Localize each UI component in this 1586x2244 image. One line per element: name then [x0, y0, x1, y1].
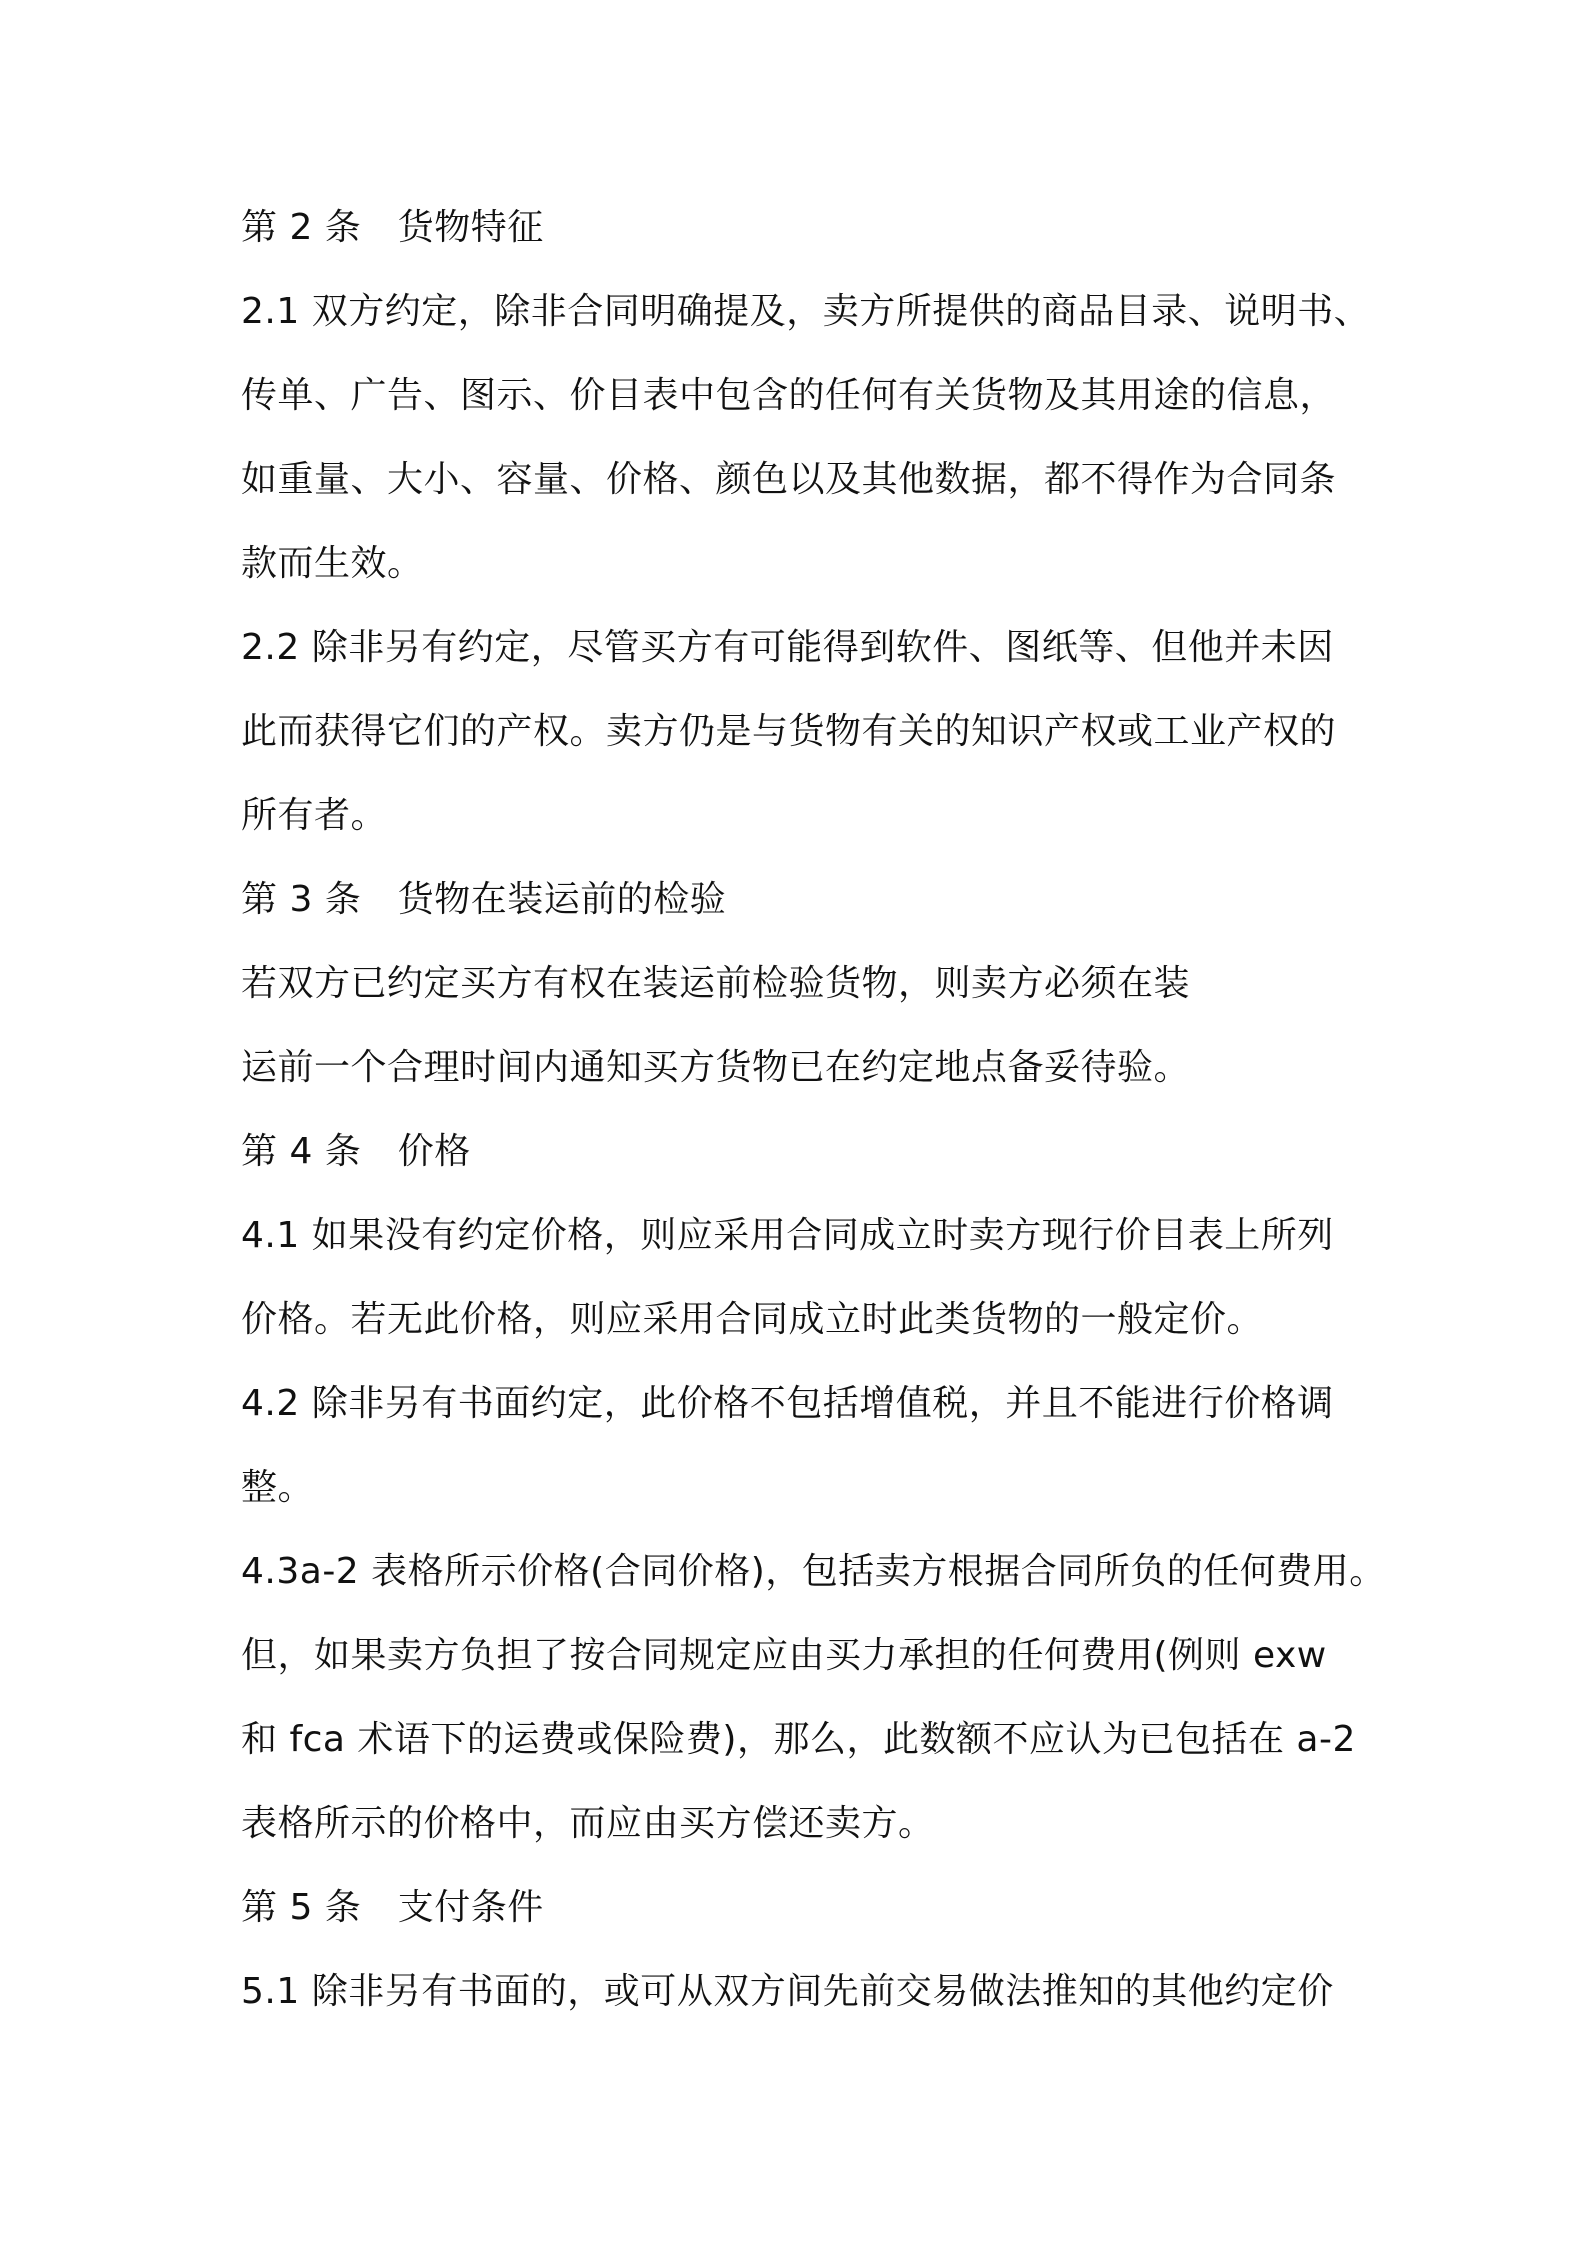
paragraph-line: 和 fca 术语下的运费或保险费)，那么，此数额不应认为已包括在 a-2 [241, 1719, 1356, 1760]
paragraph-line: 运前一个合理时间内通知买方货物已在约定地点备妥待验。 [241, 1047, 1191, 1088]
paragraph-line: 4.3a-2 表格所示价格(合同价格)，包括卖方根据合同所负的任何费用。 [241, 1551, 1386, 1592]
paragraph-line: 此而获得它们的产权。卖方仍是与货物有关的知识产权或工业产权的 [241, 711, 1337, 752]
article-3-heading: 第 3 条 货物在装运前的检验 [241, 879, 727, 920]
article-5-heading: 第 5 条 支付条件 [241, 1887, 544, 1928]
paragraph-line: 价格。若无此价格，则应采用合同成立时此类货物的一般定价。 [241, 1299, 1264, 1340]
paragraph-line: 4.2 除非另有书面约定，此价格不包括增值税，并且不能进行价格调 [241, 1383, 1334, 1424]
paragraph-line: 4.1 如果没有约定价格，则应采用合同成立时卖方现行价目表上所列 [241, 1215, 1334, 1256]
paragraph-line: 如重量、大小、容量、价格、颜色以及其他数据，都不得作为合同条 [241, 459, 1337, 500]
paragraph-line: 表格所示的价格中，而应由买方偿还卖方。 [241, 1803, 935, 1844]
paragraph-line: 但，如果卖方负担了按合同规定应由买力承担的任何费用(例则 exw [241, 1635, 1327, 1676]
article-2-heading: 第 2 条 货物特征 [241, 207, 544, 248]
paragraph-line: 款而生效。 [241, 543, 424, 584]
paragraph-line: 传单、广告、图示、价目表中包含的任何有关货物及其用途的信息， [241, 375, 1337, 416]
paragraph-line: 2.2 除非另有约定，尽管买方有可能得到软件、图纸等、但他并未因 [241, 627, 1334, 668]
paragraph-line: 整。 [241, 1467, 315, 1508]
article-4-heading: 第 4 条 价格 [241, 1131, 471, 1172]
paragraph-line: 2.1 双方约定，除非合同明确提及，卖方所提供的商品目录、说明书、 [241, 291, 1371, 332]
paragraph-line: 所有者。 [241, 795, 388, 836]
paragraph-line: 若双方已约定买方有权在装运前检验货物，则卖方必须在装 [241, 963, 1191, 1004]
paragraph-line: 5.1 除非另有书面的，或可从双方间先前交易做法推知的其他约定价 [241, 1971, 1334, 2012]
